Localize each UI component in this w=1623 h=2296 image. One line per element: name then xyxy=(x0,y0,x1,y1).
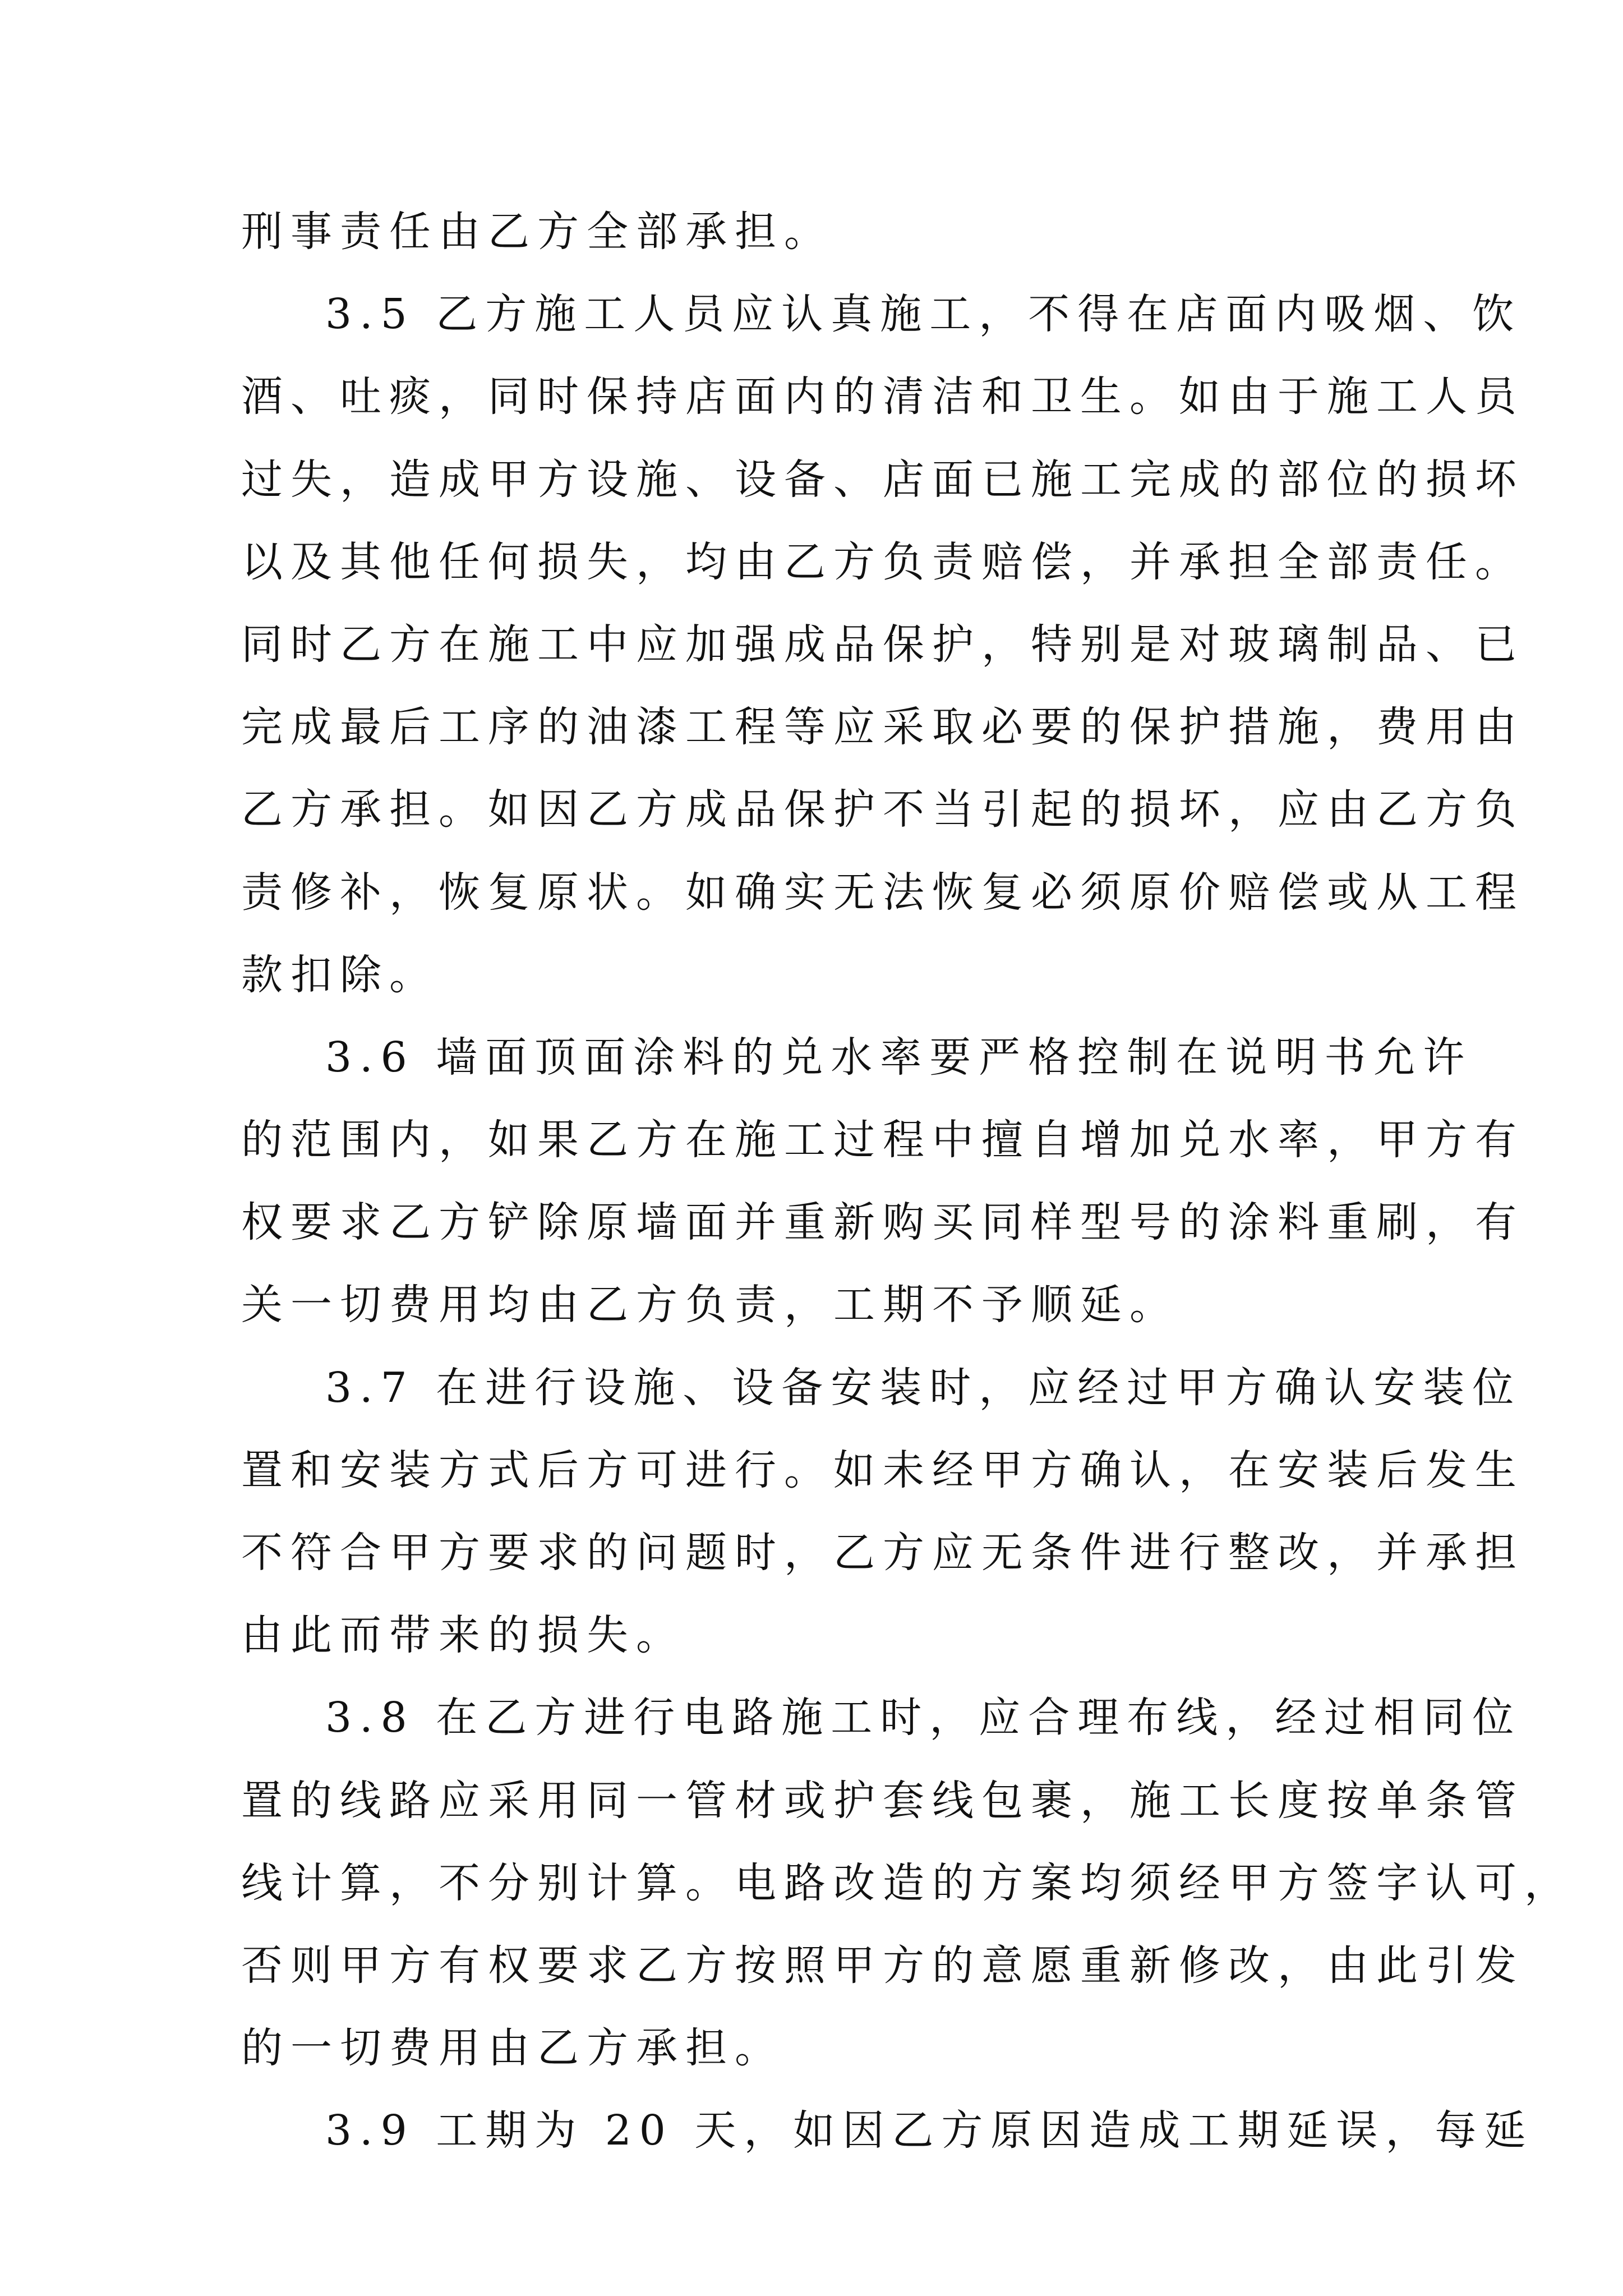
text-line: 线计算，不分别计算。电路改造的方案均须经甲方签字认可， xyxy=(241,1858,1574,1907)
text-line: 权要求乙方铲除原墙面并重新购买同样型号的涂料重刷，有 xyxy=(241,1198,1524,1247)
text-line: 同时乙方在施工中应加强成品保护，特别是对玻璃制品、已 xyxy=(241,620,1524,669)
text-line: 乙方承担。如因乙方成品保护不当引起的损坏，应由乙方负 xyxy=(241,785,1524,834)
text-line: 过失，造成甲方设施、设备、店面已施工完成的部位的损坏 xyxy=(241,455,1524,504)
text-line: 关一切费用均由乙方负责，工期不予顺延。 xyxy=(241,1281,1179,1329)
text-line: 的一切费用由乙方承担。 xyxy=(241,2024,784,2073)
text-line: 款扣除。 xyxy=(241,950,439,999)
text-line: 酒、吐痰，同时保持店面内的清洁和卫生。如由于施工人员 xyxy=(241,372,1524,421)
text-line: 以及其他任何损失，均由乙方负责赔偿，并承担全部责任。 xyxy=(241,537,1524,586)
clause-3-7-start: 3.7 在进行设施、设备安装时，应经过甲方确认安装位 xyxy=(325,1363,1522,1412)
text-line: 不符合甲方要求的问题时，乙方应无条件进行整改，并承担 xyxy=(241,1529,1524,1577)
text-line: 刑事责任由乙方全部承担。 xyxy=(241,208,833,256)
document-body xyxy=(241,191,1574,2173)
clause-3-6-start: 3.6 墙面顶面涂料的兑水率要严格控制在说明书允许 xyxy=(325,1033,1473,1082)
text-line: 否则甲方有权要求乙方按照甲方的意愿重新修改，由此引发 xyxy=(241,1941,1524,1990)
text-line: 置的线路应采用同一管材或护套线包裹，施工长度按单条管 xyxy=(241,1776,1524,1825)
clause-3-8-start: 3.8 在乙方进行电路施工时，应合理布线，经过相同位 xyxy=(325,1694,1522,1742)
text-line: 完成最后工序的油漆工程等应采取必要的保护措施，费用由 xyxy=(241,703,1524,752)
text-line: 的范围内，如果乙方在施工过程中擅自增加兑水率，甲方有 xyxy=(241,1116,1524,1165)
clause-3-9-start: 3.9 工期为 20 天，如因乙方原因造成工期延误，每延 xyxy=(325,2106,1534,2155)
text-line: 置和安装方式后方可进行。如未经甲方确认，在安装后发生 xyxy=(241,1446,1524,1494)
text-line: 责修补，恢复原状。如确实无法恢复必须原价赔偿或从工程 xyxy=(241,868,1524,917)
text-line: 由此而带来的损失。 xyxy=(241,1611,685,1660)
clause-3-5-start: 3.5 乙方施工人员应认真施工，不得在店面内吸烟、饮 xyxy=(325,290,1522,339)
